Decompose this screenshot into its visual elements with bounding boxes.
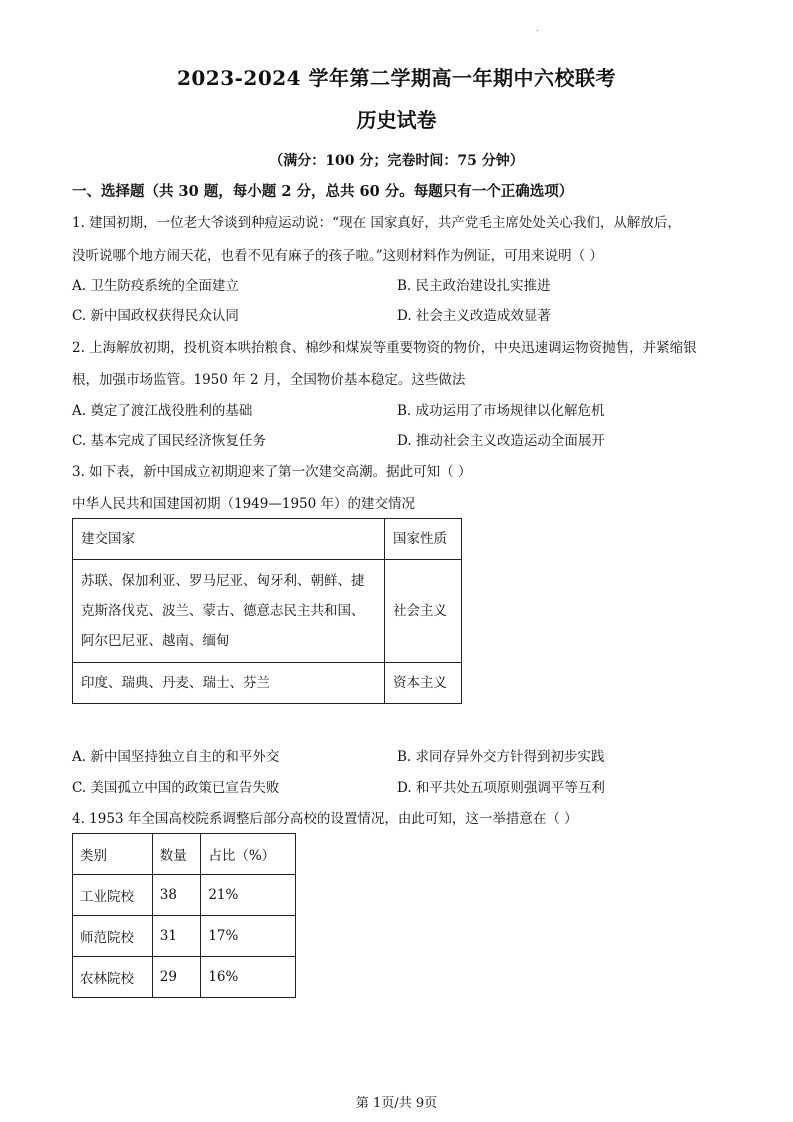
table-row	[73, 916, 296, 957]
table-cell: 印度、瑞典、丹麦、瑞士、芬兰	[73, 663, 385, 704]
table-cell: 资本主义	[385, 663, 462, 704]
q1-option-c: C. 新中国政权获得民众认同	[72, 308, 239, 324]
table-cell: 38	[152, 875, 201, 916]
table-cell: 17%	[201, 916, 296, 957]
q3-option-c: C. 美国孤立中国的政策已宣告失败	[72, 780, 280, 796]
q2-option-a: A. 奠定了渡江战役胜利的基础	[72, 403, 253, 419]
q1-stem-line2: 没听说哪个地方闹天花，也看不见有麻子的孩子啦。”这则材料作为例证，可用来说明（ ）	[72, 248, 603, 264]
table-row	[73, 519, 462, 560]
table-header-cell: 国家性质	[385, 519, 462, 560]
table-header-cell: 数量	[152, 834, 201, 875]
table-header-cell: 建交国家	[73, 519, 385, 560]
table-row	[73, 875, 296, 916]
table-cell: 16%	[201, 957, 296, 998]
table-cell	[73, 560, 385, 663]
q4-stem-line1: 4. 1953 年全国高校院系调整后部分高校的设置情况，由此可知，这一举措意在（ ）	[72, 811, 578, 827]
countries-line: 苏联、保加利亚、罗马尼亚、匈牙利、朝鲜、捷	[81, 573, 365, 589]
q2-stem-line1: 2. 上海解放初期，投机资本哄抬粮食、棉纱和煤炭等重要物资的物价，中央迅速调运物资抛售，并紧缩银	[72, 340, 697, 356]
q3-table-caption: 中华人民共和国建国初期（1949—1950 年）的建交情况	[72, 496, 416, 512]
q3-table	[72, 518, 462, 704]
table-row	[73, 834, 296, 875]
table-row	[73, 560, 462, 663]
q4-table	[72, 833, 296, 998]
table-cell: 社会主义	[385, 560, 462, 663]
table-header-cell: 类别	[73, 834, 153, 875]
countries-line: 阿尔巴尼亚、越南、缅甸	[81, 633, 230, 649]
q3-option-d: D. 和平共处五项原则强调平等互利	[397, 780, 605, 796]
exam-title: 2023-2024 学年第二学期高一年期中六校联考	[176, 66, 617, 90]
q1-option-d: D. 社会主义改造成效显著	[397, 308, 551, 324]
table-cell: 31	[152, 916, 201, 957]
q1-option-b: B. 民主政治建设扎实推进	[397, 278, 551, 294]
countries-line: 克斯洛伐克、波兰、蒙古、德意志民主共和国、	[81, 603, 365, 619]
page-number: 第 1页/共 9页	[355, 1096, 438, 1111]
table-cell: 29	[152, 957, 201, 998]
table-row	[73, 663, 462, 704]
q1-option-a: A. 卫生防疫系统的全面建立	[72, 278, 239, 294]
table-cell: 农林院校	[73, 957, 153, 998]
stray-dot: .	[536, 24, 539, 33]
table-row	[73, 957, 296, 998]
table-cell: 师范院校	[73, 916, 153, 957]
q3-option-b: B. 求同存异外交方针得到初步实践	[397, 749, 605, 765]
table-header-cell: 占比（%）	[201, 834, 296, 875]
section-heading: 一、选择题（共 30 题，每小题 2 分，总共 60 分。每题只有一个正确选项）	[72, 183, 574, 200]
q1-stem-line1: 1. 建国初期，一位老大爷谈到种痘运动说：“现在 国家真好，共产党毛主席处处关心我们，从解放后，	[72, 215, 681, 231]
exam-info: （满分：100 分；完卷时间：75 分钟）	[269, 153, 524, 169]
table-cell: 工业院校	[73, 875, 153, 916]
q3-stem-line1: 3. 如下表，新中国成立初期迎来了第一次建交高潮。据此可知（ ）	[72, 464, 472, 480]
table-cell: 21%	[201, 875, 296, 916]
exam-subject: 历史试卷	[356, 108, 437, 132]
q2-option-d: D. 推动社会主义改造运动全面展开	[397, 433, 605, 449]
q2-stem-line2: 根，加强市场监管。1950 年 2 月，全国物价基本稳定。这些做法	[72, 372, 466, 388]
q3-option-a: A. 新中国坚持独立自主的和平外交	[72, 749, 280, 765]
q2-option-b: B. 成功运用了市场规律以化解危机	[397, 403, 605, 419]
q2-option-c: C. 基本完成了国民经济恢复任务	[72, 433, 266, 449]
